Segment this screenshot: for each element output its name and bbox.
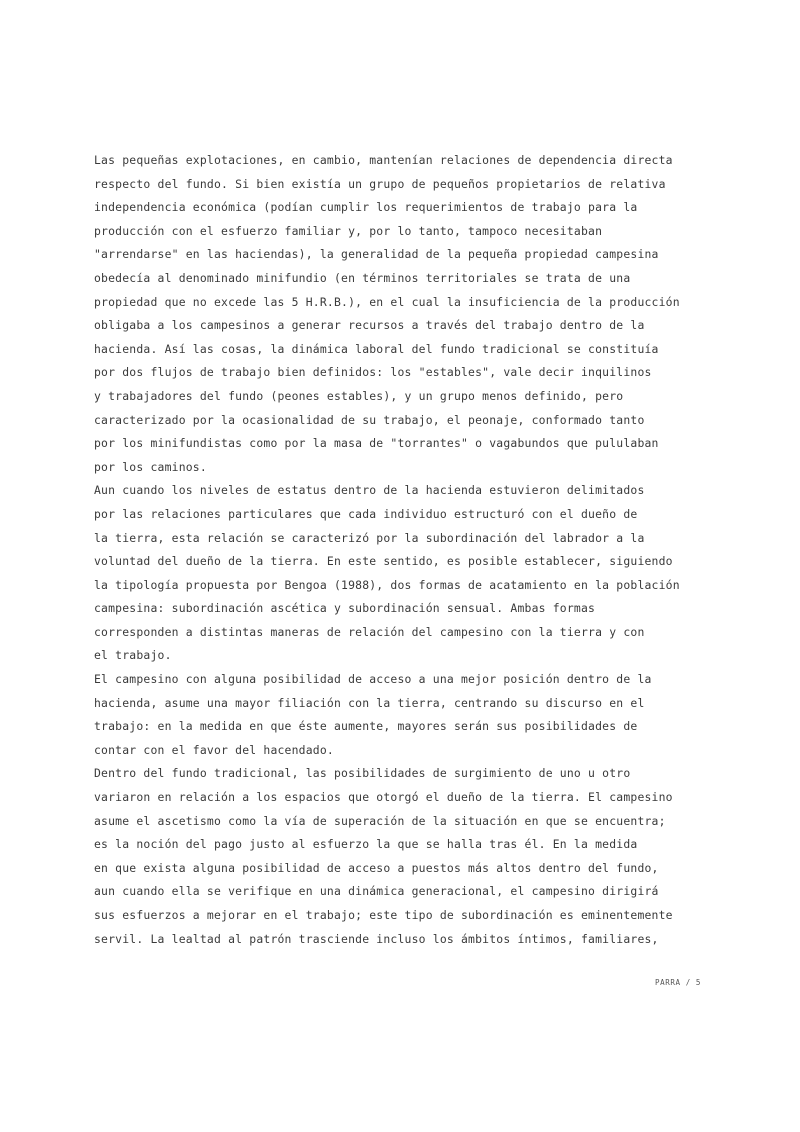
text-line: es la noción del pago justo al esfuerzo la que se halla tras él. En la medida [94, 837, 638, 852]
text-line: la tipología propuesta por Bengoa (1988), dos formas de acatamiento en la población [94, 577, 680, 592]
text-line: propiedad que no excede las 5 H.R.B.), en el cual la insuficiencia de la producción [94, 294, 680, 309]
text-line: hacienda, asume una mayor filiación con la tierra, centrando su discurso en el [94, 695, 645, 710]
text-line: trabajo: en la medida en que éste aumente, mayores serán sus posibilidades de [94, 719, 638, 734]
text-line: y trabajadores del fundo (peones estables), y un grupo menos definido, pero [94, 388, 624, 403]
text-line: variaron en relación a los espacios que otorgó el dueño de la tierra. El campesino [94, 790, 673, 805]
text-line: por los caminos. [94, 459, 207, 474]
text-line: hacienda. Así las cosas, la dinámica laboral del fundo tradicional se constituía [94, 341, 659, 356]
text-line: por los minifundistas como por la masa de "torrantes" o vagabundos que pululaban [94, 436, 659, 451]
text-line: respecto del fundo. Si bien existía un grupo de pequeños propietarios de relativa [94, 176, 666, 191]
text-line: Las pequeñas explotaciones, en cambio, mantenían relaciones de dependencia directa [94, 153, 673, 167]
text-line: obedecía al denominado minifundio (en términos territoriales se trata de una [94, 270, 631, 285]
body-text [94, 149, 712, 951]
text-line: la tierra, esta relación se caracterizó por la subordinación del labrador a la [94, 530, 645, 545]
text-line: producción con el esfuerzo familiar y, por lo tanto, tampoco necesitaban [94, 223, 603, 238]
text-line: por las relaciones particulares que cada individuo estructuró con el dueño de [94, 506, 638, 521]
text-line: aun cuando ella se verifique en una dinámica generacional, el campesino dirigirá [94, 884, 659, 899]
text-line: Dentro del fundo tradicional, las posibilidades de surgimiento de uno u otro [94, 766, 631, 781]
text-line: contar con el favor del hacendado. [94, 742, 334, 757]
text-line: el trabajo. [94, 648, 172, 663]
page-footer: PARRA / 5 [655, 978, 702, 987]
text-line: asume el ascetismo como la vía de superación de la situación en que se encuentra; [94, 813, 666, 828]
text-line: obligaba a los campesinos a generar recursos a través del trabajo dentro de la [94, 318, 645, 333]
text-line: Aun cuando los niveles de estatus dentro de la hacienda estuvieron delimitados [94, 483, 645, 498]
text-line: campesina: subordinación ascética y subordinación sensual. Ambas formas [94, 601, 596, 616]
text-line: "arrendarse" en las haciendas), la generalidad de la pequeña propiedad campesina [94, 247, 659, 262]
text-line: independencia económica (podían cumplir los requerimientos de trabajo para la [94, 200, 638, 215]
text-line: servil. La lealtad al patrón trasciende incluso los ámbitos íntimos, familiares, [94, 931, 659, 946]
text-line: en que exista alguna posibilidad de acceso a puestos más altos dentro del fundo, [94, 860, 659, 875]
text-line: corresponden a distintas maneras de relación del campesino con la tierra y con [94, 624, 645, 639]
text-line: caracterizado por la ocasionalidad de su trabajo, el peonaje, conformado tanto [94, 412, 645, 427]
text-line: sus esfuerzos a mejorar en el trabajo; este tipo de subordinación es eminentemente [94, 908, 673, 922]
text-line: por dos flujos de trabajo bien definidos: los "estables", vale decir inquilinos [94, 365, 652, 380]
text-line: voluntad del dueño de la tierra. En este sentido, es posible establecer, siguiendo [94, 554, 673, 569]
text-line: El campesino con alguna posibilidad de acceso a una mejor posición dentro de la [94, 672, 652, 687]
